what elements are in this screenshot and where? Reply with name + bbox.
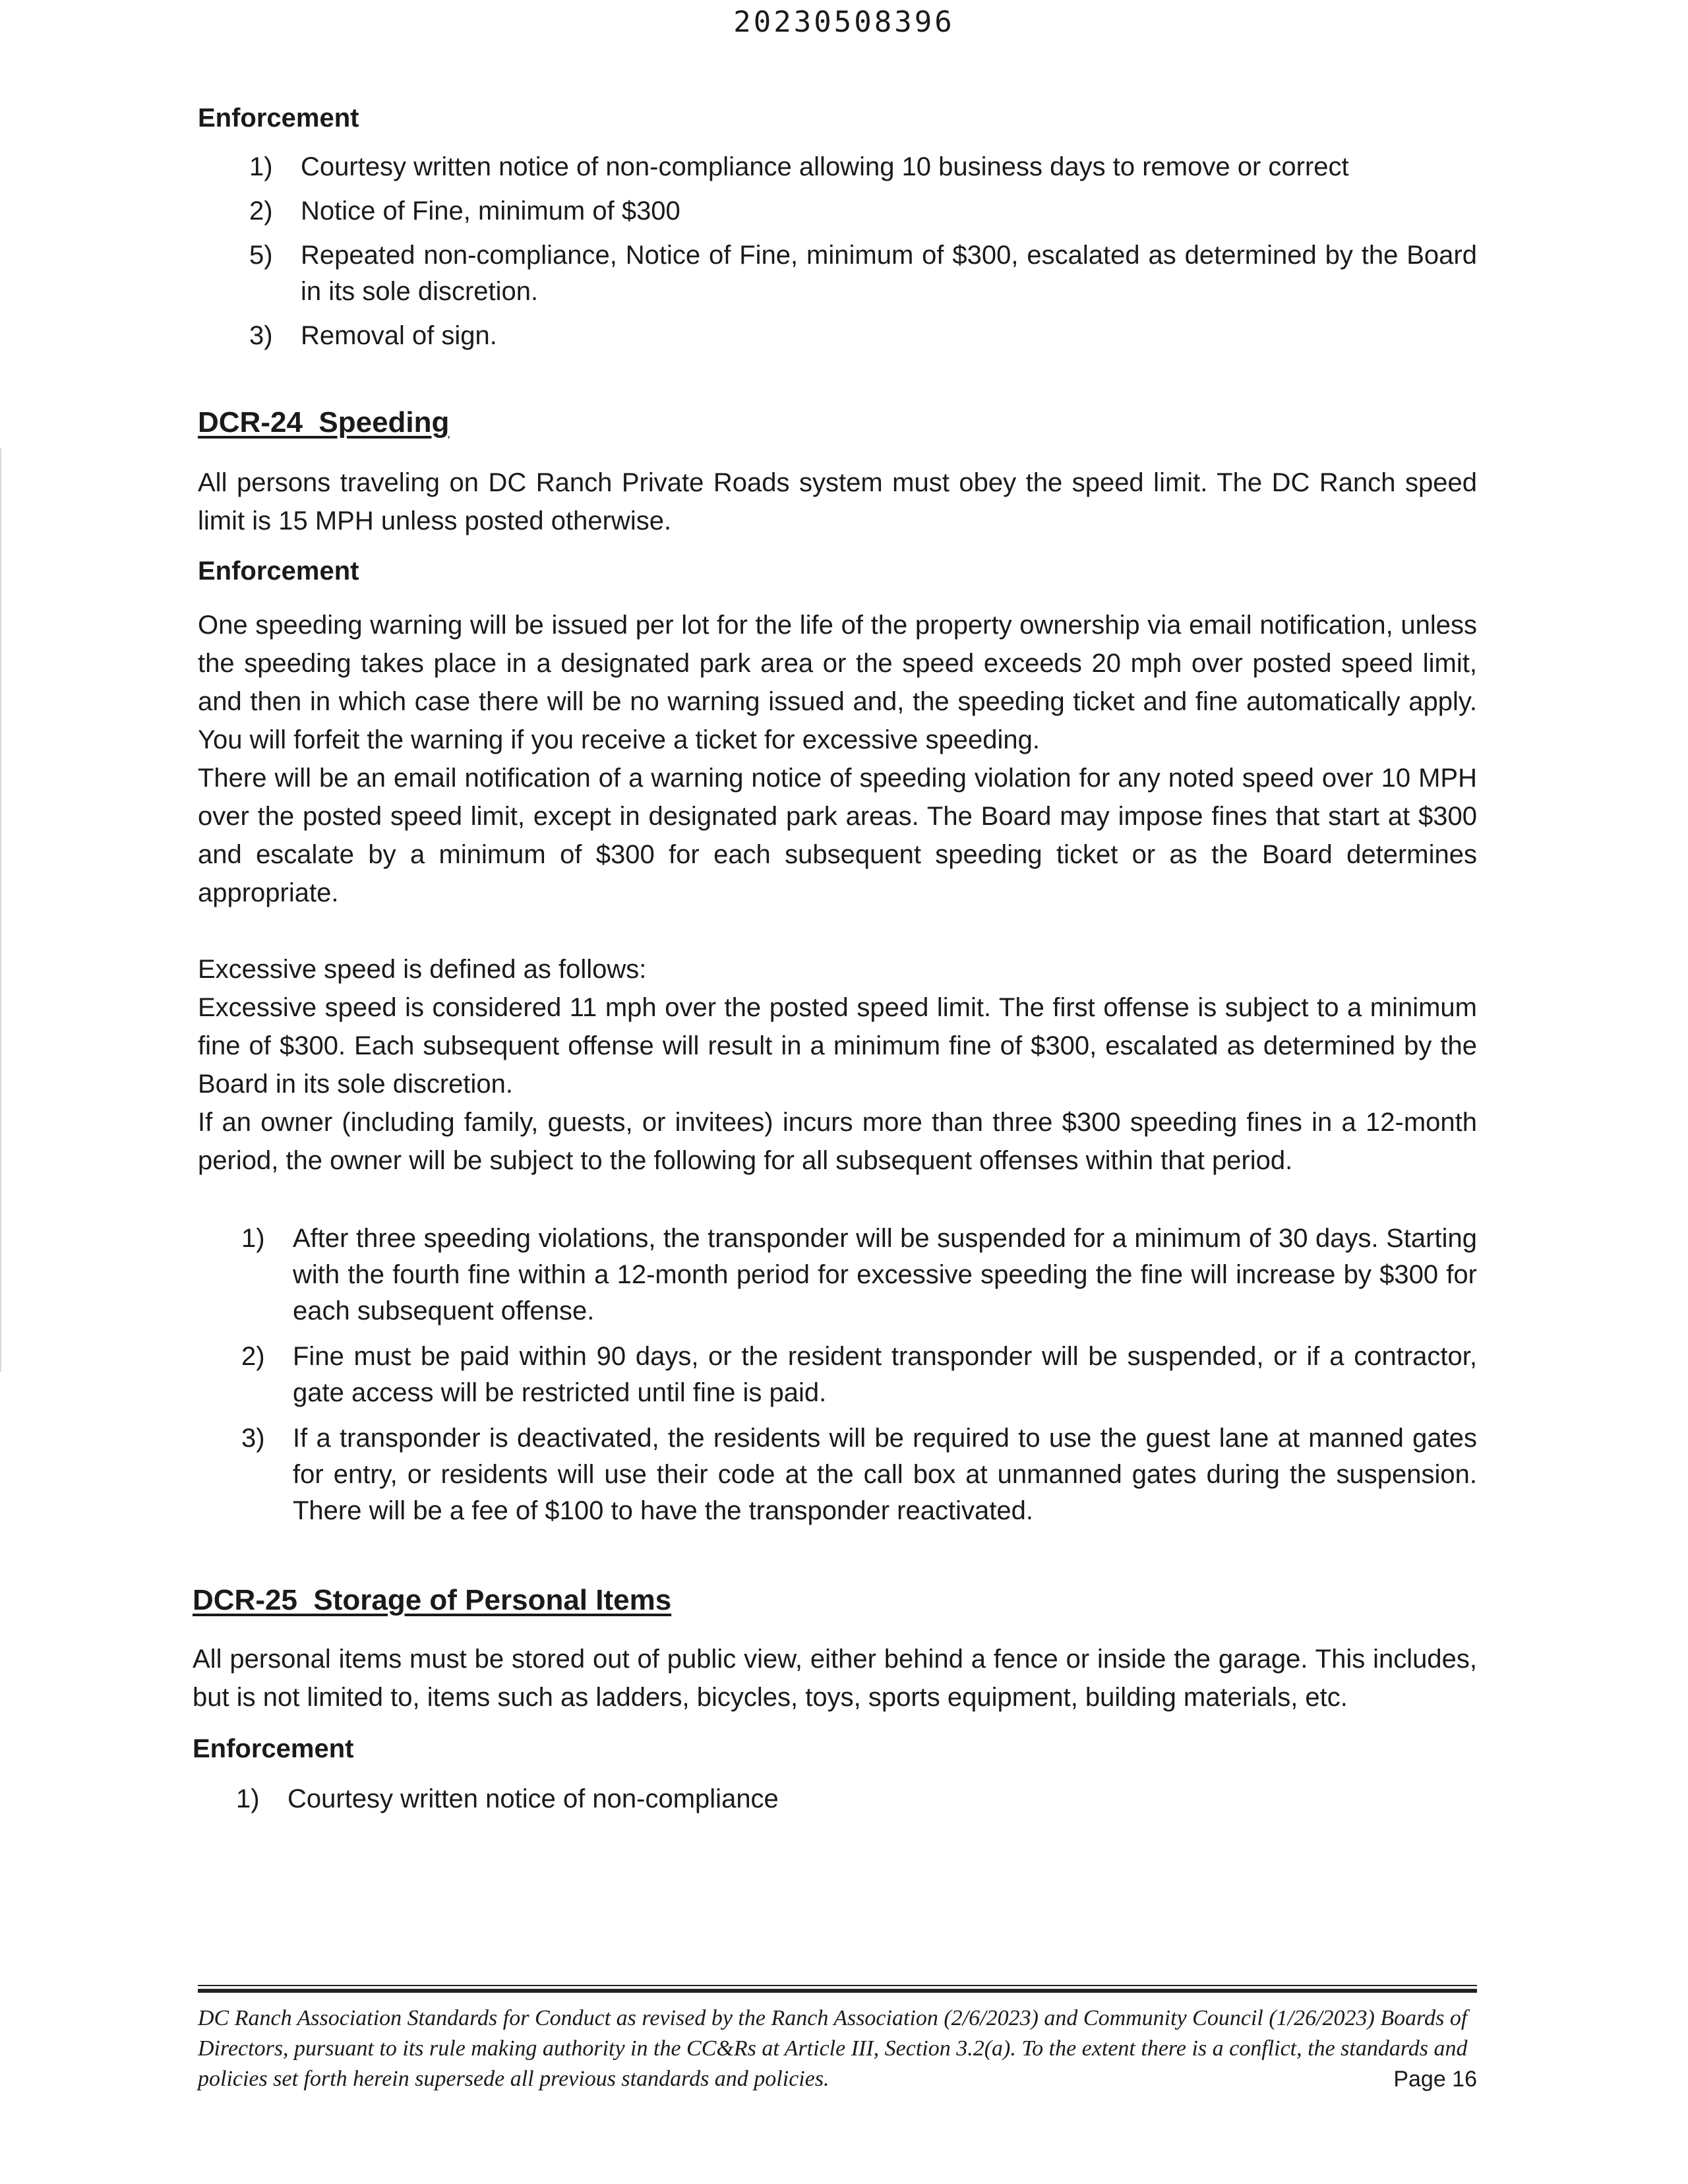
list-item-text: If a transponder is deactivated, the residents will be required to use the guest lane at manned gates for entry, or residents will use their code at the call box at unmanned gates during the suspension. There will be a fee of $100 to have the transponder reactivated. [293, 1424, 1477, 1525]
list-item-text: Removal of sign. [301, 321, 497, 350]
list-item-text: Fine must be paid within 90 days, or the resident transponder will be suspended, or if a contractor, gate access will be restricted until fine is paid. [293, 1342, 1477, 1407]
dcr24-excessive-heading: Excessive speed is defined as follows: [198, 955, 647, 984]
dcr24-notification-paragraph: There will be an email notification of a warning notice of speeding violation for any noted speed over 10 MPH over the posted speed limit, except in designated park areas. The Board may impose fines that start at $300 and escalate by a minimum of $300 for each subsequent speeding ticket or as the Board determines appropriate. [198, 764, 1477, 907]
list-item-number: 3) [241, 1424, 265, 1453]
footer-text: DC Ranch Association Standards for Conduct as revised by the Ranch Association (2/6/2023) and Community Council (1/26/2023) Boards of Directors, pursuant to its rule making authority in the CC&Rs at Article III, Section 3.2(a). To the extent there is a conflict, the standards and policies set forth herein supersede all previous standards and policies. [198, 2006, 1468, 2091]
dcr24-warning-paragraph: One speeding warning will be issued per lot for the life of the property ownership via email notification, unless the speeding takes place in a designated park area or the speed exceeds 20 mph over posted speed limit, and then in which case there will be no warning issued and, the speeding ticket and fine automatically apply. You will forfeit the warning if you receive a ticket for excessive speeding. [198, 611, 1477, 754]
list-item-number: 2) [249, 197, 273, 226]
list-item [189, 1781, 1477, 1817]
list-item-number: 1) [249, 152, 273, 181]
list-item-text: Repeated non-compliance, Notice of Fine, minimum of $300, escalated as determined by the Board in its sole discretion. [301, 241, 1477, 306]
enforcement-heading: Enforcement [198, 557, 359, 586]
list-item [194, 1221, 1477, 1329]
list-item [202, 149, 1477, 185]
section-title-dcr25: DCR-25 Storage of Personal Items [193, 1584, 672, 1616]
scan-edge-mark [0, 448, 1, 1372]
dcr24-intro: All persons traveling on DC Ranch Private Roads system must obey the speed limit. The DC Ranch speed limit is 15 MPH unless posted otherwise. [198, 468, 1477, 535]
footer-rule-thin [198, 1985, 1477, 1986]
list-item [202, 193, 1477, 229]
list-item-number: 1) [236, 1784, 260, 1813]
list-item [194, 1420, 1477, 1529]
list-item-text: Courtesy written notice of non-compliance allowing 10 business days to remove or correct [301, 152, 1349, 181]
list-item [202, 318, 1477, 354]
enforcement-heading: Enforcement [193, 1734, 354, 1763]
list-item-number: 2) [241, 1342, 265, 1371]
dcr24-owner-paragraph: If an owner (including family, guests, or invitees) incurs more than three $300 speeding fines in a 12-month period, the owner will be subject to the following for all subsequent offenses within that period. [198, 1108, 1477, 1175]
speeding-consequences-list [194, 1221, 1477, 1529]
dcr24-excessive-paragraph: Excessive speed is considered 11 mph over the posted speed limit. The first offense is subject to a minimum fine of $300. Each subsequent offense will result in a minimum fine of $300, escalated as determined by the Board in its sole discretion. [198, 993, 1477, 1099]
page-body [193, 99, 1477, 1817]
list-item-number: 5) [249, 241, 273, 270]
list-item-number: 3) [249, 321, 273, 350]
list-item-number: 1) [241, 1224, 265, 1253]
list-item [202, 237, 1477, 310]
list-item-text: Notice of Fine, minimum of $300 [301, 197, 680, 226]
list-item-text: After three speeding violations, the transponder will be suspended for a minimum of 30 days. Starting with the fourth fine within a 12-month period for excessive speeding the fine will increase by $300 for each subsequent offense. [293, 1224, 1477, 1325]
list-item-text: Courtesy written notice of non-compliance [287, 1784, 779, 1813]
document-number: 20230508396 [733, 5, 955, 39]
dcr25-intro: All personal items must be stored out of public view, either behind a fence or inside the garage. This includes, but is not limited to, items such as ladders, bicycles, toys, sports equipment, building materials, etc. [193, 1645, 1477, 1712]
section-title-dcr24: DCR-24 Speeding [198, 406, 450, 439]
page-footer [198, 2003, 1477, 2094]
enforcement-heading: Enforcement [198, 104, 359, 133]
enforcement-list [202, 149, 1477, 354]
list-item [194, 1339, 1477, 1411]
footer-rule-thick [198, 1989, 1477, 1993]
page-number: Page 16 [1393, 2067, 1477, 2092]
storage-enforcement-list [189, 1781, 1477, 1817]
